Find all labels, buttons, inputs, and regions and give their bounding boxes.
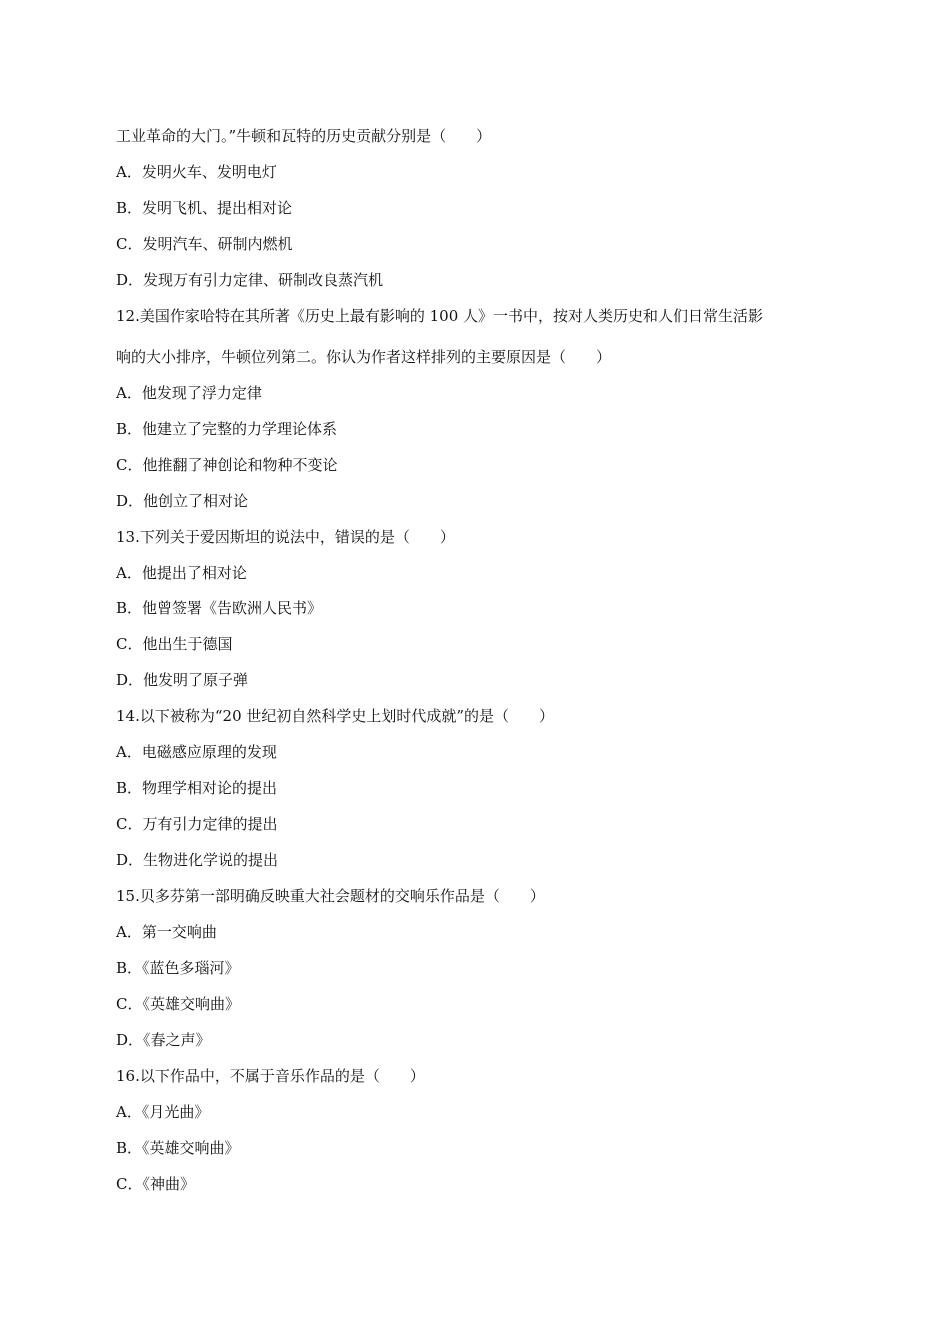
option-line: D．他创立了相对论 xyxy=(116,492,249,510)
option-line: B．他建立了完整的力学理论体系 xyxy=(116,420,338,438)
option-line: A．他提出了相对论 xyxy=(116,564,247,582)
option-line: A．第一交响曲 xyxy=(116,923,217,941)
question-12: 12.美国作家哈特在其所著《历史上最有影响的 100 人》一书中，按对人类历史和人们日常生活影 xyxy=(116,307,764,325)
option-line: B．他曾签署《告欧洲人民书》 xyxy=(116,599,323,617)
option-line: D．《春之声》 xyxy=(116,1031,211,1049)
option-line: D．发现万有引力定律、研制改良蒸汽机 xyxy=(116,271,384,289)
option-line: A．电磁感应原理的发现 xyxy=(116,743,277,761)
option-line: C．他出生于德国 xyxy=(116,635,233,653)
option-line: A．《月光曲》 xyxy=(116,1103,210,1121)
option-line: B．物理学相对论的提出 xyxy=(116,779,278,797)
option-line: C．《英雄交响曲》 xyxy=(116,995,240,1013)
option-line: D．他发明了原子弹 xyxy=(116,671,249,689)
option-line: C．他推翻了神创论和物种不变论 xyxy=(116,456,338,474)
option-line: A．发明火车、发明电灯 xyxy=(116,163,277,181)
option-line: A．他发现了浮力定律 xyxy=(116,384,262,402)
option-line: B．发明飞机、提出相对论 xyxy=(116,199,293,217)
option-line: B．《蓝色多瑙河》 xyxy=(116,959,240,977)
question-15: 15.贝多芬第一部明确反映重大社会题材的交响乐作品是（ ） xyxy=(116,887,545,905)
option-line: C．《神曲》 xyxy=(116,1175,195,1193)
option-line: C．发明汽车、研制内燃机 xyxy=(116,235,293,253)
option-line: D．生物进化学说的提出 xyxy=(116,851,279,869)
question-13: 13.下列关于爱因斯坦的说法中，错误的是（ ） xyxy=(116,528,455,546)
question-14: 14.以下被称为“20 世纪初自然科学史上划时代成就”的是（ ） xyxy=(116,707,555,725)
question-12-cont: 响的大小排序，牛顿位列第二。你认为作者这样排列的主要原因是（ ） xyxy=(116,348,612,366)
option-line: C．万有引力定律的提出 xyxy=(116,815,278,833)
question-16: 16.以下作品中，不属于音乐作品的是（ ） xyxy=(116,1067,425,1085)
text-line: 工业革命的大门。”牛顿和瓦特的历史贡献分别是（ ） xyxy=(116,127,492,145)
option-line: B．《英雄交响曲》 xyxy=(116,1139,240,1157)
